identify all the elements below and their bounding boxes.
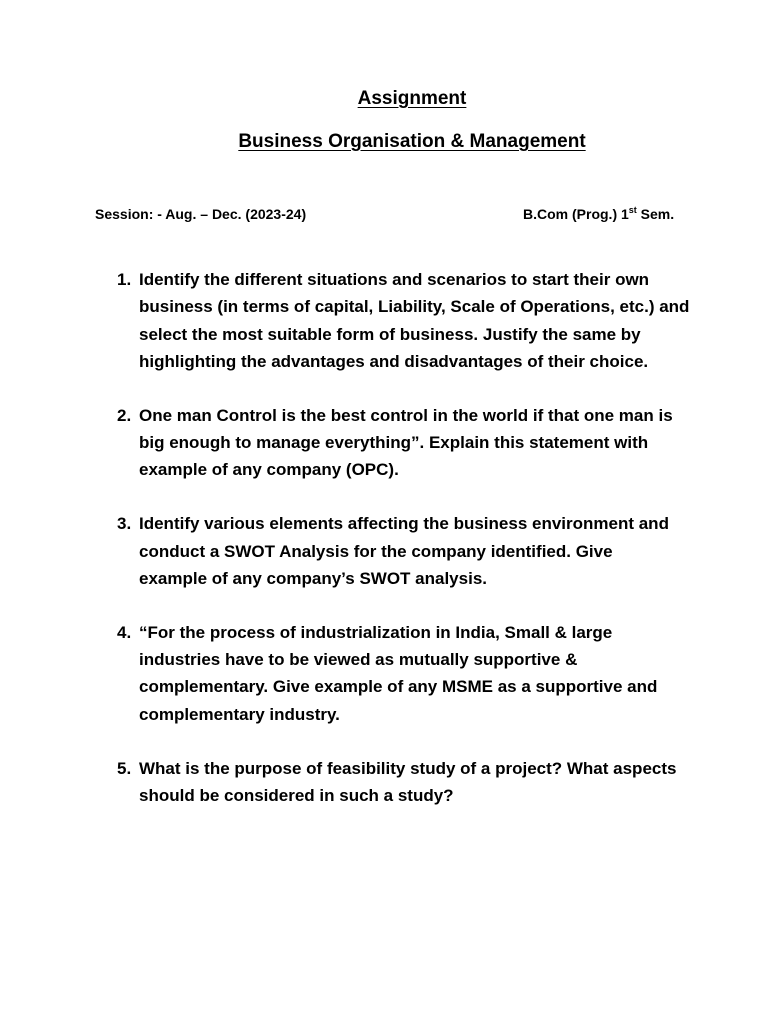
question-number: 2. xyxy=(117,405,132,425)
question-line: example of any company (OPC). xyxy=(139,460,399,480)
course-suffix: Sem. xyxy=(636,206,675,222)
question-item xyxy=(0,619,768,728)
course-prefix: B.Com (Prog.) 1 xyxy=(523,206,629,222)
question-number: 5. xyxy=(117,758,132,778)
question-line: industries have to be viewed as mutually supportive & xyxy=(139,650,578,670)
course-superscript: st xyxy=(628,205,637,215)
question-line: Identify the different situations and scenarios to start their own xyxy=(139,270,650,289)
question-line: example of any company’s SWOT analysis. xyxy=(139,568,487,588)
question-item xyxy=(0,266,768,375)
question-line: One man Control is the best control in the world if that one man is xyxy=(139,405,673,425)
document-subtitle: Business Organisation & Management xyxy=(238,131,586,152)
question-line: “For the process of industrialization in India, Small & large xyxy=(139,622,613,642)
course-info xyxy=(523,206,674,222)
question-list xyxy=(0,266,768,836)
question-line: business (in terms of capital, Liability, Scale of Operations, etc.) and xyxy=(139,297,690,317)
question-number: 4. xyxy=(117,622,132,642)
question-number: 1. xyxy=(117,270,132,289)
question-line: conduct a SWOT Analysis for the company identified. Give xyxy=(139,541,613,561)
question-line: Identify various elements affecting the business environment and xyxy=(139,514,669,534)
question-line: highlighting the advantages and disadvantages of their choice. xyxy=(139,351,649,371)
session-info: Session: - Aug. – Dec. (2023-24) xyxy=(95,206,307,222)
question-number: 3. xyxy=(117,514,132,534)
question-item xyxy=(0,402,768,484)
question-line: select the most suitable form of business. Justify the same by xyxy=(139,324,641,344)
question-line: What is the purpose of feasibility study of a project? What aspects xyxy=(139,758,677,778)
question-item xyxy=(0,755,768,810)
question-line: big enough to manage everything”. Explain this statement with xyxy=(139,433,649,453)
question-item xyxy=(0,510,768,592)
question-line: complementary industry. xyxy=(139,704,340,724)
question-line: complementary. Give example of any MSME as a supportive and xyxy=(139,677,658,697)
question-line: should be considered in such a study? xyxy=(139,785,454,805)
document-title: Assignment xyxy=(357,88,467,109)
